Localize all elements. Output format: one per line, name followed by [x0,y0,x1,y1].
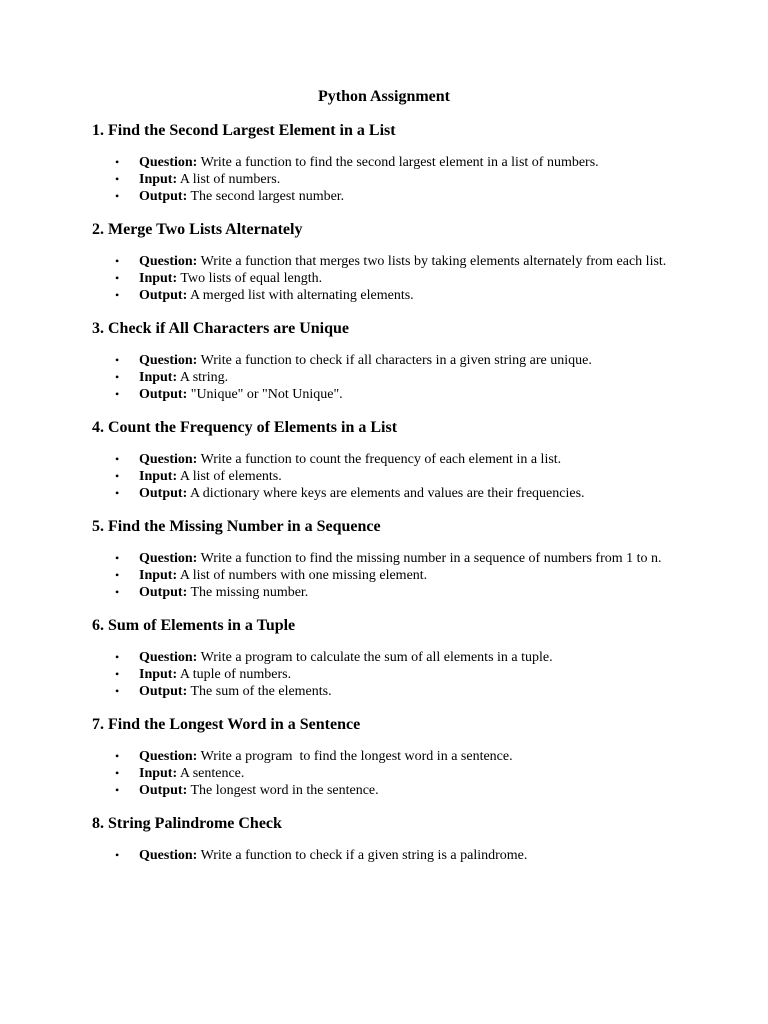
output-text: "Unique" or "Not Unique". [187,387,343,402]
input-item [115,369,676,386]
question-label: Question: [139,650,198,665]
bullet-icon: • [115,650,120,664]
output-label: Output: [139,783,188,798]
item-list [92,352,676,403]
question-text: Write a function to check if a given string is a palindrome. [197,848,528,863]
bullet-icon: • [115,469,120,483]
input-item [115,468,676,485]
output-text: The second largest number. [187,189,345,204]
input-text: A tuple of numbers. [177,667,292,682]
input-item [115,666,676,683]
output-item [115,782,676,799]
output-item [115,386,676,403]
output-item [115,188,676,205]
input-label: Input: [139,469,178,484]
section-heading: 1. Find the Second Largest Element in a List [92,122,396,139]
input-item [115,171,676,188]
section-8 [92,813,676,864]
output-item [115,683,676,700]
question-text: Write a function to find the second largest element in a list of numbers. [197,155,599,170]
input-text: A list of numbers with one missing element. [177,568,428,583]
input-label: Input: [139,766,178,781]
question-label: Question: [139,848,198,863]
bullet-icon: • [115,271,120,285]
section-heading: 3. Check if All Characters are Unique [92,320,350,337]
bullet-icon: • [115,551,120,565]
section-heading: 7. Find the Longest Word in a Sentence [92,716,361,733]
question-item [115,550,676,567]
section-heading: 2. Merge Two Lists Alternately [92,221,303,238]
output-label: Output: [139,189,188,204]
input-text: Two lists of equal length. [177,271,323,286]
bullet-icon: • [115,254,120,268]
bullet-icon: • [115,848,120,862]
output-label: Output: [139,288,188,303]
output-text: The longest word in the sentence. [187,783,379,798]
question-item [115,154,676,171]
bullet-icon: • [115,155,120,169]
item-list [92,847,676,864]
question-label: Question: [139,749,198,764]
item-list [92,154,676,205]
bullet-icon: • [115,585,120,599]
output-text: A dictionary where keys are elements and values are their frequencies. [187,486,585,501]
output-text: The missing number. [187,585,309,600]
input-text: A list of elements. [177,469,282,484]
section-2 [92,219,676,304]
item-list [92,253,676,304]
question-text: Write a function that merges two lists by taking elements alternately from each list. [197,254,667,269]
section-heading: 5. Find the Missing Number in a Sequence [92,518,381,535]
input-label: Input: [139,667,178,682]
item-list [92,550,676,601]
question-label: Question: [139,452,198,467]
section-4 [92,417,676,502]
output-item [115,584,676,601]
question-text: Write a function to check if all characters in a given string are unique. [197,353,592,368]
bullet-icon: • [115,288,120,302]
input-item [115,765,676,782]
question-text: Write a program to find the longest word in a sentence. [197,749,513,764]
document-title: Python Assignment [317,88,451,105]
section-5 [92,516,676,601]
bullet-icon: • [115,667,120,681]
output-text: The sum of the elements. [187,684,332,699]
bullet-icon: • [115,353,120,367]
question-item [115,352,676,369]
section-1 [92,120,676,205]
section-7 [92,714,676,799]
output-label: Output: [139,585,188,600]
item-list [92,451,676,502]
bullet-icon: • [115,749,120,763]
bullet-icon: • [115,684,120,698]
input-text: A string. [177,370,229,385]
item-list [92,649,676,700]
input-item [115,567,676,584]
bullet-icon: • [115,486,120,500]
input-label: Input: [139,271,178,286]
question-item [115,847,676,864]
bullet-icon: • [115,568,120,582]
question-text: Write a function to count the frequency of each element in a list. [197,452,562,467]
input-item [115,270,676,287]
output-label: Output: [139,486,188,501]
output-label: Output: [139,684,188,699]
question-label: Question: [139,353,198,368]
bullet-icon: • [115,452,120,466]
question-item [115,451,676,468]
question-label: Question: [139,551,198,566]
section-heading: 4. Count the Frequency of Elements in a List [92,419,398,436]
input-label: Input: [139,370,178,385]
question-text: Write a program to calculate the sum of all elements in a tuple. [197,650,553,665]
input-text: A sentence. [177,766,245,781]
section-6 [92,615,676,700]
question-label: Question: [139,155,198,170]
section-heading: 6. Sum of Elements in a Tuple [92,617,296,634]
section-3 [92,318,676,403]
question-text: Write a function to find the missing number in a sequence of numbers from 1 to n. [197,551,662,566]
question-item [115,748,676,765]
output-text: A merged list with alternating elements. [187,288,414,303]
bullet-icon: • [115,370,120,384]
output-item [115,287,676,304]
input-label: Input: [139,172,178,187]
input-label: Input: [139,568,178,583]
bullet-icon: • [115,783,120,797]
bullet-icon: • [115,387,120,401]
section-heading: 8. String Palindrome Check [92,815,282,832]
bullet-icon: • [115,189,120,203]
input-text: A list of numbers. [177,172,281,187]
bullet-icon: • [115,766,120,780]
bullet-icon: • [115,172,120,186]
output-label: Output: [139,387,188,402]
question-item [115,253,676,270]
question-item [115,649,676,666]
item-list [92,748,676,799]
question-label: Question: [139,254,198,269]
output-item [115,485,676,502]
